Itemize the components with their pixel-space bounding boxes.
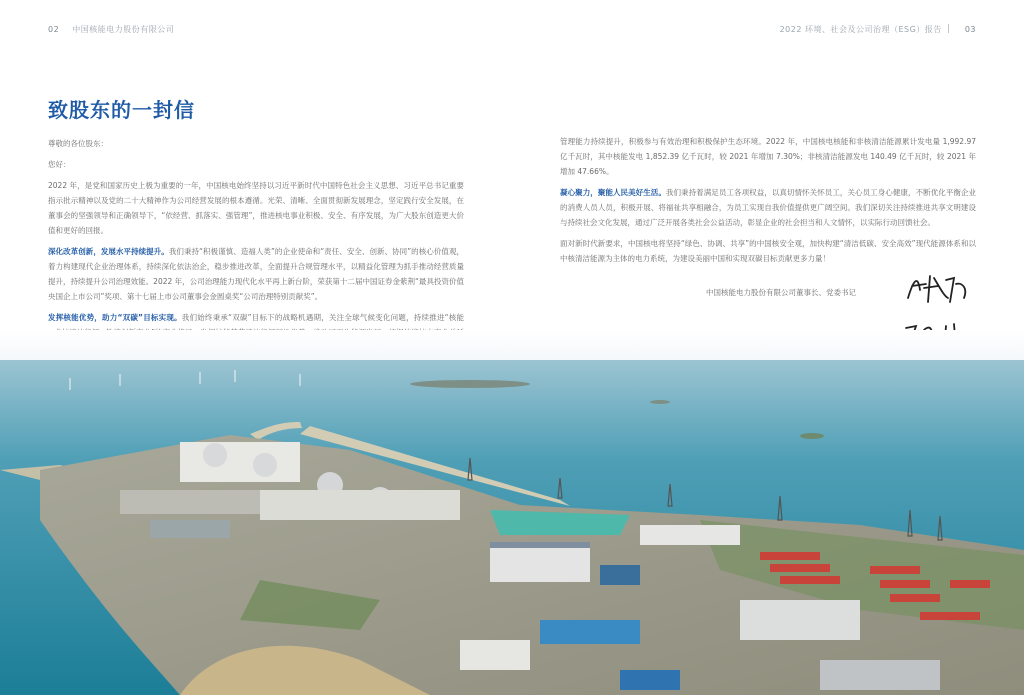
paragraph-5-text: 我们秉持着满足员工各项权益，以真切情怀关怀员工，关心员工身心健康，不断优化平衡企业的消费人员人员，积极开展、将福祉共享相融合，为员工实现自我价值提供更广阔空间。我们深切关注持续推进共享文明建设与持续社会文化发展，通过广泛开展各类社会公益活动，彰显企业的社会担当和人文情怀，以实际行动回馈社会。 [560, 188, 977, 227]
header-separator [948, 24, 949, 33]
signer-chairman: 中国核能电力股份有限公司董事长、党委书记 [706, 288, 856, 297]
page-title: 致股东的一封信 [48, 98, 195, 122]
paragraph-5-highlight: 凝心聚力，聚能人民美好生活。 [560, 188, 666, 197]
paragraph-4: 管理能力持续提升，积极参与有效治理和积极保护生态环境。2022 年，中国核电核能和非核清洁能源累计发电量 1,992.97 亿千瓦时，其中核能发电 1,852.39 亿千瓦时，较 2021 年增加 7.30%；非核清洁能源发电 140.49 亿千瓦时，较 2021 年增加 47.66%。 [560, 137, 976, 176]
paragraph-2-text: 我们秉持“积极谨慎、造福人类”的企业使命和“责任、安全、创新、协同”的核心价值观，着力构建现代企业治理体系，持续深化依法治企，稳步推进改革，全面提升合规管理水平，以精益化管理为抓手推动经营质量提升，持续提升公司治理效能。2022 年，公司治理能力现代化水平再上新台阶，荣获第十二届中国证券金紫荆“最具投资价值央国企上市公司”奖项、第十七届上市公司董事会金圆桌奖“公司治理特别贡献奖”。 [48, 247, 464, 301]
nuclear-plant-aerial-photo [0, 330, 1024, 695]
paragraph-2 [48, 244, 464, 304]
paragraph-2-highlight: 深化改革创新，发展水平持续提升。 [48, 247, 169, 256]
left-page-number: 02 [48, 25, 60, 34]
salutation: 尊敬的各位股东： [48, 139, 108, 148]
left-header [48, 24, 174, 35]
paragraph-5 [560, 185, 976, 230]
right-header-report: 2022 环境、社会及公司治理（ESG）报告 [779, 25, 942, 34]
right-header [780, 24, 976, 35]
letter-body-right [560, 134, 976, 272]
paragraph-3-highlight: 发挥核能优势，助力“双碳”目标实现。 [48, 313, 182, 322]
greeting: 您好： [48, 160, 71, 169]
paragraph-6: 面对新时代新要求，中国核电将坚持“绿色、协调、共享”的中国核安全观，加快构建“清洁低碳、安全高效”现代能源体系和以中核清洁能源为主体的电力系统，为建设美丽中国和实现双碳目标贡献更多力量！ [560, 239, 976, 263]
chairman-signature [904, 268, 974, 308]
right-page-number: 03 [964, 25, 976, 34]
paragraph-1: 2022 年，是党和国家历史上极为重要的一年，中国核电始终坚持以习近平新时代中国特色社会主义思想、习近平总书记重要指示批示精神以及党的二十大精神作为公司经营发展的根本遵循。光荣、清晰、全面贯彻新发展理念，坚定践行安全发展，在董事会的坚强领导和正确领导下，“依经营、抓落实、强管理”，推进核电事业积极、安全、有序发展，为广大股东创造更大价值和更好的回报。 [48, 181, 464, 235]
letter-body-left [48, 136, 464, 361]
left-header-company: 中国核能电力股份有限公司 [72, 25, 175, 34]
paragraph-3-text: 我们始终秉承“双碳”目标下的战略机遇期，关注全球气候变化问题，持续推进“核能 [181, 313, 464, 322]
